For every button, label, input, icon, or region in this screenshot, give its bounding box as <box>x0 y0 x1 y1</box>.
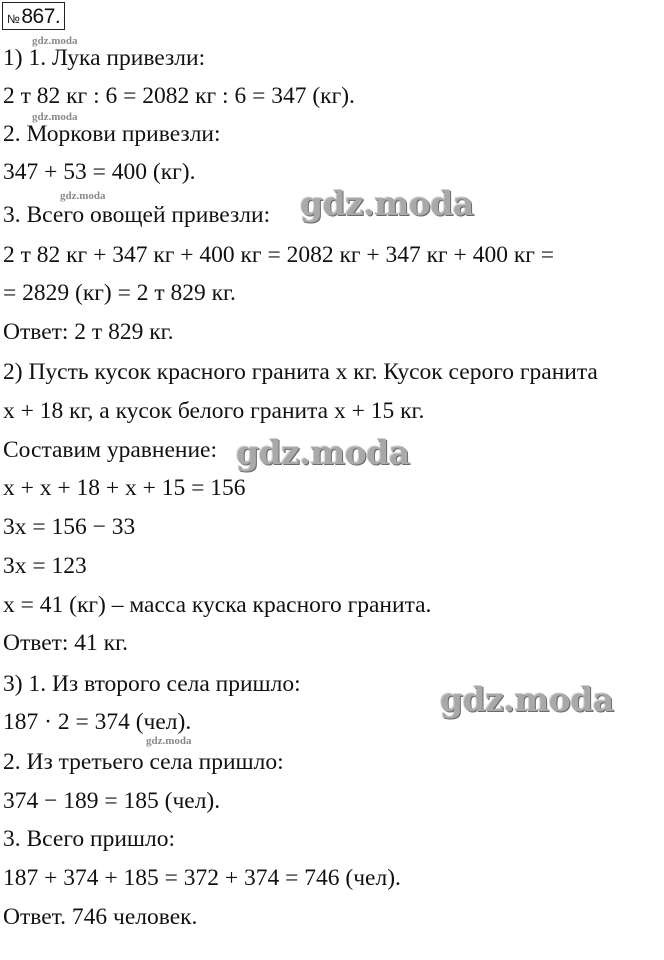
line-7: = 2829 (кг) = 2 т 829 кг. <box>3 280 236 306</box>
problem-number: 867. <box>21 5 61 28</box>
line-4: 347 + 53 = 400 (кг). <box>3 159 196 185</box>
line-5: 3. Всего овощей привезли: <box>3 202 271 228</box>
answer-2: Ответ: 41 кг. <box>3 630 128 656</box>
line-9: 2) Пусть кусок красного гранита x кг. Кусок серого гранита <box>3 359 598 385</box>
line-17: 3) 1. Из второго села пришло: <box>3 671 301 697</box>
line-6: 2 т 82 кг + 347 кг + 400 кг = 2082 кг + 347 кг + 400 кг = <box>3 242 554 268</box>
number-sign: № <box>7 12 20 26</box>
line-10: x + 18 кг, а кусок белого гранита x + 15 кг. <box>3 398 425 424</box>
answer-1: Ответ: 2 т 829 кг. <box>3 319 174 345</box>
watermark-small: gdz.moda <box>146 735 192 747</box>
line-1: 1) 1. Лука привезли: <box>3 45 206 71</box>
line-2: 2 т 82 кг : 6 = 2082 кг : 6 = 347 (кг). <box>3 83 355 109</box>
watermark-small: gdz.moda <box>60 190 106 202</box>
line-12: x + x + 18 + x + 15 = 156 <box>3 475 246 501</box>
line-13: 3x = 156 − 33 <box>3 514 136 540</box>
line-14: 3x = 123 <box>3 553 87 579</box>
line-19: 2. Из третьего села пришло: <box>3 749 284 775</box>
watermark-large: gdz.moda <box>300 184 474 223</box>
watermark-large: gdz.moda <box>236 433 410 472</box>
watermark-large: gdz.moda <box>440 680 614 719</box>
watermark-small: gdz.moda <box>32 35 78 47</box>
line-11: Составим уравнение: <box>3 437 217 463</box>
answer-3: Ответ. 746 человек. <box>3 904 198 930</box>
problem-number-box <box>2 2 65 30</box>
line-21: 3. Всего пришло: <box>3 826 176 852</box>
line-15: x = 41 (кг) – масса куска красного гранита. <box>3 592 432 618</box>
line-20: 374 − 189 = 185 (чел). <box>3 788 221 814</box>
line-3: 2. Моркови привезли: <box>3 121 221 147</box>
line-22: 187 + 374 + 185 = 372 + 374 = 746 (чел). <box>3 865 401 891</box>
line-18: 187 · 2 = 374 (чел). <box>3 709 192 735</box>
watermark-small: gdz.moda <box>32 111 78 123</box>
